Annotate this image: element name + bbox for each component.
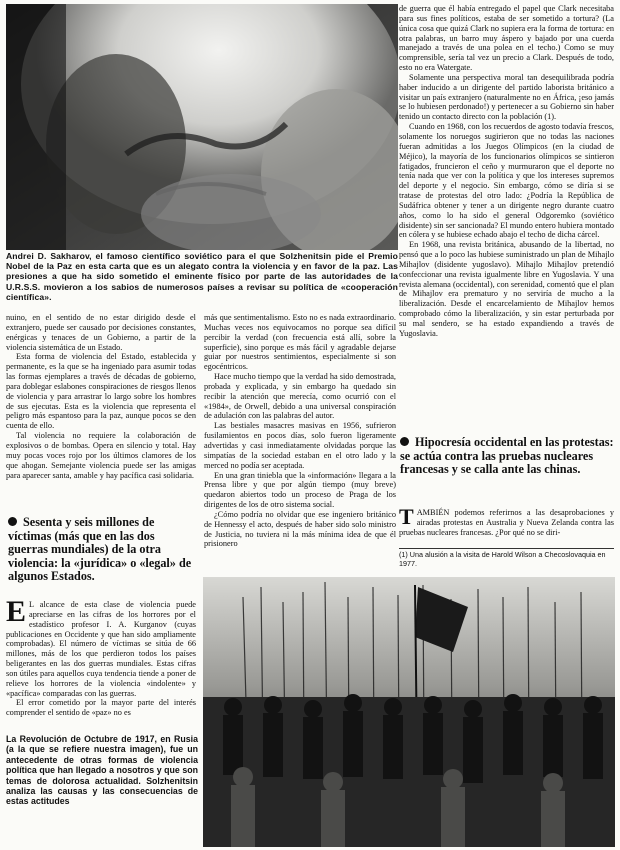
revolution-photo-caption: La Revolución de Octubre de 1917, en Rusia (a la que se refiere nuestra imagen), fue un antecedente de otras formas de violencia política que han llegado a nosotros y que son temas de dolorosa actualidad. Solzhenitsin analiza las causas y las consecuencias de estas actitudes	[6, 734, 198, 807]
paragraph: Hace mucho tiempo que la verdad ha sido demostrada, probada y explicada, y sin embargo ha quedado sin recibir la atención que merecía, como ocurrió con el «1984», de Orwell, debido a una universal conspiración de adulación con las palabras del autor.	[204, 372, 396, 421]
paragraph: Las bestiales masacres masivas en 1956, sufrieron fusilamientos en pocos días, solo fueron ligeramente advertidas y casi inmediatamente olvidadas porque las simpatías de la sociedad estaban en el otro lado y la merced no podía ser aceptada.	[204, 421, 396, 470]
paragraph: de guerra que él había entregado el papel que Clark necesitaba para sus fines políticos, estaba de ser sometido a tortura? (La única cosa que quizá Clark no supiera era la forma de tortura: en otra palabras, un barro muy áspero y bajado por una cuerda manejado a través de una polea en el techo.) Como se muy comprensible, sería tal vez un precio a Clark. Después de todo, esto no era Watergate.	[399, 4, 614, 73]
paragraph: Tal violencia no requiere la colaboración de explosivos o de bombas. Opera en silencio y total. Hay muy pocas voces rojo por los últimos clamores de los que ahogan. Semejante violencia puede ser las amigas para aparecer santa, amable y hay pacífica casi solidaria.	[6, 431, 196, 480]
bullet-icon	[8, 517, 17, 526]
section-heading-hypocrisy: Hipocresía occidental en las protestas: se actúa contra las pruebas nucleares francesas y se calla ante las chinas.	[400, 435, 614, 477]
paragraph: más que sentimentalismo. Esto no es nada extraordinario. Muchas veces nos equivocamos no porque sea difícil percibir la verdad (con frecuencia está allí, sobre la superficie), sino porque es más fácil y agradable dejarse guiar por nuestros sentimientos, especialmente si son egocéntricos.	[204, 313, 396, 372]
column-3-bottom	[399, 504, 614, 538]
portrait-photo	[6, 4, 398, 250]
october-revolution-image	[203, 577, 615, 847]
paragraph: TAMBIÉN podemos referirnos a las desaprobaciones y airadas protestas en Australia y Nueva Zelanda contra las pruebas nucleares francesas. ¿Por qué no se diri-	[399, 504, 614, 537]
paragraph: En 1968, una revista británica, abusando de la libertad, no pensó que a lo poco las hubiese suministrado un plan de Mihajlo Mihajlov (disidente yugoslavo). Mihajlo Mihajlov pretendió confeccionar una revista igualmente libre en Yugoslavia. Y una revista alemana (occidental), con serenidad, comentó que el plan de Mihajlov era prematuro y no serviría de mucho a la liberalización. Desde el encarcelamiento de Mihajlov hemos comprobado cómo la liberalización, y sin estar perturbada por su mal sendero, se ha estado expandiendo a través de Yugoslavia.	[399, 240, 614, 338]
paragraph: Solamente una perspectiva moral tan desequilibrada podría haber inducido a un dirigente del partido laborista británico a visitar un país extranjero (naturalmente no en África, ¡eso jamás se lo hubiesen perdonado!) y pertenecer a su Gobierno sin haber tenido un contacto directo con la población (1).	[399, 72, 614, 122]
sakharov-portrait-image	[6, 4, 398, 250]
section-heading-victims: Sesenta y seis millones de víctimas (más que en las dos guerras mundiales) de la otra violencia: la «jurídica» o «legal» de algunos Estados.	[8, 515, 192, 584]
column-2	[204, 313, 396, 549]
column-1-top	[6, 313, 196, 480]
paragraph: ¿Cómo podría no olvidar que ese ingeniero británico de Hennessy el acto, después de haber sido solo ministro de Justicia, no tuviera ni la más mínima idea de que él prisionero	[204, 509, 396, 549]
footnote: (1) Una alusión a la visita de Harold Wilson a Checoslovaquia en 1977.	[399, 548, 614, 568]
paragraph: En una gran tiniebla que la «información» llegara a la Prensa libre y que por algún tiempo (muy breve) quedaron abiertos todo un proceso de Praga de los dirigentes de los de otro sistema social.	[204, 470, 396, 510]
revolution-photo	[203, 577, 615, 847]
column-3-top	[399, 4, 614, 339]
paragraph: E L alcance de esta clase de violencia puede apreciarse en las cifras de los horrores por el estadístico profesor I. A. Kurganov (cuyas publicaciones en Occidente y que han sido ampliamente comprobadas). El número de víctimas se sitúa de 66 millones, más de los que perdieron todos los países beligerantes en las dos guerras mundiales. Estas cifras son útiles para aquellos cuya tendencia tiende a poner de relieve los horrores de la violencia «indolente» y «pacífica» comparadas con las guerras.	[6, 595, 196, 698]
paragraph: Cuando en 1968, con los recuerdos de agosto todavía frescos, solamente los noruegos sugirieron que no todas las naciones fueran admitidas a los Juegos Olímpicos (en la ciudad de Méjico), la mayoría de los funcionarios olímpicos se sintieron fatigados, fruncieron el ceño y murmuraron que el deporte no tenía nada que ver con la política y que los intereses supremos del deporte y el negocio. Sin embargo, cómo se diría si se tratase de protestas del otro lado: ¿Podría la República de Sudáfrica obtener y tener a un dirigente negro durante cuatro años, como lo ha sido el general Odgoremko (soviético disidente) sin ser sancionada? El mundo entero hubiera montado en cólera y se hubiese echado abajo el techo de dicha cárcel.	[399, 122, 614, 240]
paragraph: El error cometido por la mayor parte del interés comprender el sentido de «paz» no es	[6, 698, 196, 718]
column-1-bottom	[6, 595, 196, 718]
paragraph: Esta forma de violencia del Estado, establecida y permanente, es la que se ha ingeniado para asumir todas las formas ejemplares a través de décadas de gobierno, para doblegar eslabones conspiraciones de riesgos llenos de violencia y para arrastrar lo largo sobre los hombres de sus ejecutas. Esta es la violencia que representa el peligro más espantoso para la paz, aunque pocos se den cuenta de ello.	[6, 352, 196, 431]
drop-cap: T	[399, 504, 414, 529]
bullet-icon	[400, 437, 409, 446]
paragraph: nuino, en el sentido de no estar dirigido desde el extranjero, puede ser causado por decisiones constantes, enérgicas y tenaces de un Gobierno, a partir de la violencia sistemática de un Estado.	[6, 313, 196, 352]
portrait-caption: Andrei D. Sakharov, el famoso científico soviético para el que Solzhenitsin pide el Premio Nobel de la Paz en esta carta que es un alegato contra la violencia y en favor de la paz. Las presiones a que ha sido sometido el eminente físico por parte de las autoridades de la U.R.S.S. movieron a los sabios de numerosos países a revisar su política de «cooperación científica».	[6, 251, 398, 302]
drop-cap: E	[6, 595, 27, 628]
